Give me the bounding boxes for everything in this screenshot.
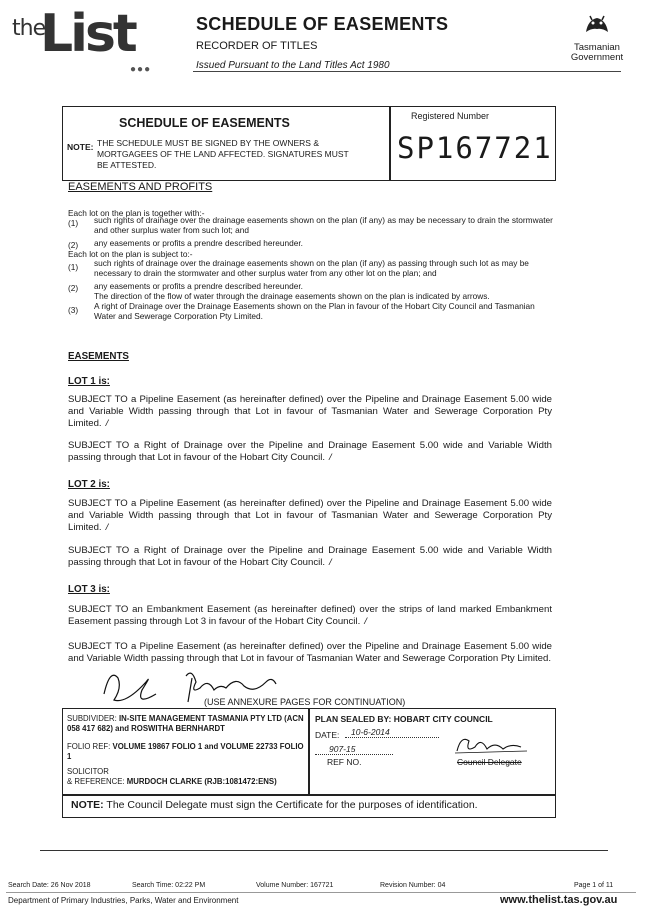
solicitor-label: SOLICITOR bbox=[67, 767, 109, 776]
search-date: Search Date: 26 Nov 2018 bbox=[8, 882, 91, 889]
together-num-2: (2) bbox=[68, 240, 79, 250]
council-note bbox=[71, 799, 478, 811]
subject-item-3: A right of Drainage over the Drainage Easements shown on the Plan in favour of the Hobart City Council and Tasmanian Water and Sewerage Corporation Pty Limited. bbox=[94, 301, 535, 321]
folio-label: FOLIO REF: bbox=[67, 742, 111, 751]
date-label: DATE: bbox=[315, 730, 340, 740]
date-value: 10-6-2014 bbox=[345, 727, 439, 738]
subject-intro: Each lot on the plan is subject to:- bbox=[68, 249, 193, 259]
lot1-paragraph-1: SUBJECT TO a Pipeline Easement (as hereinafter defined) over the Pipeline and Drainage Easement 5.00 wide and Variable Width passing through that Lot in favour of Tasmanian Water and Sewerage Corporation Pty Limited. / bbox=[68, 394, 552, 429]
reference-label: & REFERENCE: bbox=[67, 776, 125, 786]
subdivider-label: SUBDIVIDER: bbox=[67, 714, 117, 723]
lot2-paragraph-2: SUBJECT TO a Right of Drainage over the Pipeline and Drainage Easement 5.00 wide and Variable Width passing through that Lot in favour of the Hobart City Council. / bbox=[68, 545, 552, 568]
subdivider-field bbox=[67, 714, 305, 733]
subject-item-arrows: The direction of the flow of water through the drainage easements shown on the plan is indicated by arrows. bbox=[94, 291, 490, 301]
registered-number: SP167721 bbox=[397, 131, 553, 165]
lot2-paragraph-1: SUBJECT TO a Pipeline Easement (as hereinafter defined) over the Pipeline and Drainage Easement 5.00 wide and Variable Width passing through that Lot in favour of Tasmanian Water and Sewerage Corporation Pty Limited. / bbox=[68, 498, 552, 533]
note-text: THE SCHEDULE MUST BE SIGNED BY THE OWNERS & MORTGAGEES OF THE LAND AFFECTED. SIGNATURES MUST BE ATTESTED. bbox=[97, 138, 349, 170]
solicitor-field bbox=[67, 767, 305, 786]
seal-label: PLAN SEALED BY: bbox=[315, 714, 392, 724]
together-item-1: such rights of drainage over the drainage easements shown on the plan (if any) as may be necessary to drain the stormwater and other surplus water from such lot; and bbox=[94, 215, 553, 235]
volume-number: Volume Number: 167721 bbox=[256, 882, 334, 889]
continuation-note: (USE ANNEXURE PAGES FOR CONTINUATION) bbox=[204, 697, 406, 707]
delegate-signature bbox=[451, 731, 531, 757]
grid-horizontal-divider bbox=[63, 794, 555, 796]
box-title: SCHEDULE OF EASEMENTS bbox=[119, 116, 290, 130]
lot1-heading: LOT 1 is: bbox=[68, 376, 110, 387]
header-divider bbox=[193, 71, 621, 72]
footer-divider bbox=[40, 850, 608, 851]
subject-item-1: such rights of drainage over the drainage easements shown on the plan (if any) as passing through such lot as may be necessary to drain the stormwater and other surplus water from any other lot on the plan; and bbox=[94, 258, 529, 278]
subject-num-2: (2) bbox=[68, 283, 79, 293]
ref-value: 907-15 bbox=[315, 744, 393, 755]
footer-thin-divider bbox=[6, 892, 636, 893]
issued-statement: Issued Pursuant to the Land Titles Act 1980 bbox=[196, 60, 390, 71]
department-name: Department of Primary Industries, Parks, Water and Environment bbox=[8, 896, 239, 905]
together-item-2: any easements or profits a prendre described hereunder. bbox=[94, 238, 303, 248]
easements-heading: EASEMENTS bbox=[68, 351, 129, 362]
lot1-paragraph-2: SUBJECT TO a Right of Drainage over the Pipeline and Drainage Easement 5.00 wide and Variable Width passing through that Lot in favour of the Hobart City Council. / bbox=[68, 440, 552, 463]
registered-number-label: Registered Number bbox=[411, 111, 490, 121]
reference-value: MURDOCH CLARKE (RJB:1081472:ENS) bbox=[126, 776, 277, 786]
website-url[interactable]: www.thelist.tas.gov.au bbox=[500, 894, 618, 906]
gov-line-2: Government bbox=[570, 52, 624, 63]
lot2-p1-text: SUBJECT TO a Pipeline Easement (as hereinafter defined) over the Pipeline and Drainage Easement 5.00 wide and Variable Width passing through that Lot in favour of Tasmanian Water and Sewerage Corporation Pty Limited. bbox=[68, 498, 552, 533]
logo-the-text: the bbox=[12, 16, 46, 41]
lot1-p1-text: SUBJECT TO a Pipeline Easement (as hereinafter defined) over the Pipeline and Drainage Easement 5.00 wide and Variable Width passing through that Lot in favour of Tasmanian Water and Sewerage Corporation Pty Limited. bbox=[68, 394, 552, 429]
page-subtitle: RECORDER OF TITLES bbox=[196, 40, 318, 52]
together-num-1: (1) bbox=[68, 218, 79, 228]
page-title: SCHEDULE OF EASEMENTS bbox=[196, 14, 449, 34]
subject-item-2: any easements or profits a prendre described hereunder. bbox=[94, 281, 303, 291]
tasmanian-devil-icon bbox=[582, 12, 612, 38]
box-divider bbox=[389, 107, 391, 180]
tasmanian-government-logo bbox=[564, 12, 630, 63]
logo-dots: ●●● bbox=[130, 64, 152, 75]
grid-vertical-divider bbox=[308, 709, 310, 794]
together-intro: Each lot on the plan is together with:- bbox=[68, 208, 205, 218]
council-note-text: The Council Delegate must sign the Certificate for the purposes of identification. bbox=[106, 799, 478, 811]
note-label: NOTE: bbox=[67, 142, 94, 152]
schedule-header-box bbox=[62, 106, 556, 181]
search-time: Search Time: 02:22 PM bbox=[132, 882, 206, 889]
logo-list-text: List bbox=[40, 4, 135, 64]
lot3-paragraph-1: SUBJECT TO an Embankment Easement (as hereinafter defined) over the strips of land marked Embankment Easement passing through Lot 3 in favour of the Hobart City Council. / bbox=[68, 604, 552, 627]
page-number: Page 1 of 11 bbox=[574, 882, 614, 889]
lot3-p1-text: SUBJECT TO an Embankment Easement (as hereinafter defined) over the strips of land marked Embankment Easement passing through Lot 3 in favour of the Hobart City Council. bbox=[68, 604, 552, 627]
lot3-heading: LOT 3 is: bbox=[68, 584, 110, 595]
ref-label: REF NO. bbox=[327, 757, 362, 767]
council-delegate-label: Council Delegate bbox=[457, 757, 522, 767]
council-note-label: NOTE: bbox=[71, 799, 104, 811]
subject-num-1: (1) bbox=[68, 262, 79, 272]
gov-line-1: Tasmanian bbox=[574, 42, 620, 53]
lot2-heading: LOT 2 is: bbox=[68, 479, 110, 490]
lot2-p2-text: SUBJECT TO a Right of Drainage over the Pipeline and Drainage Easement 5.00 wide and Variable Width passing through that Lot in favour of the Hobart City Council. bbox=[68, 545, 552, 568]
seal-value: HOBART CITY COUNCIL bbox=[393, 714, 493, 724]
lot1-p2-text: SUBJECT TO a Right of Drainage over the Pipeline and Drainage Easement 5.00 wide and Variable Width passing through that Lot in favour of the Hobart City Council. bbox=[68, 440, 552, 463]
revision-number: Revision Number: 04 bbox=[380, 882, 446, 889]
subdivider-details-box bbox=[62, 708, 556, 818]
plan-sealed-field bbox=[315, 714, 493, 724]
subdivider-value: IN-SITE MANAGEMENT TASMANIA PTY LTD (ACN 058 417 682) and ROSWITHA BERNHARDT bbox=[67, 714, 304, 733]
easements-profits-heading: EASEMENTS AND PROFITS bbox=[68, 181, 213, 193]
folio-field bbox=[67, 742, 305, 761]
subject-num-3: (3) bbox=[68, 305, 79, 315]
thelist-logo bbox=[12, 4, 152, 75]
lot3-paragraph-2: SUBJECT TO a Pipeline Easement (as hereinafter defined) over the Pipeline and Drainage Easement 5.00 wide and Variable Width passing through that Lot in favour of Tasmanian Water and Sewerage Corporation Pty Limited. bbox=[68, 641, 552, 664]
folio-value: VOLUME 19867 FOLIO 1 and VOLUME 22733 FOLIO 1 bbox=[67, 742, 304, 761]
